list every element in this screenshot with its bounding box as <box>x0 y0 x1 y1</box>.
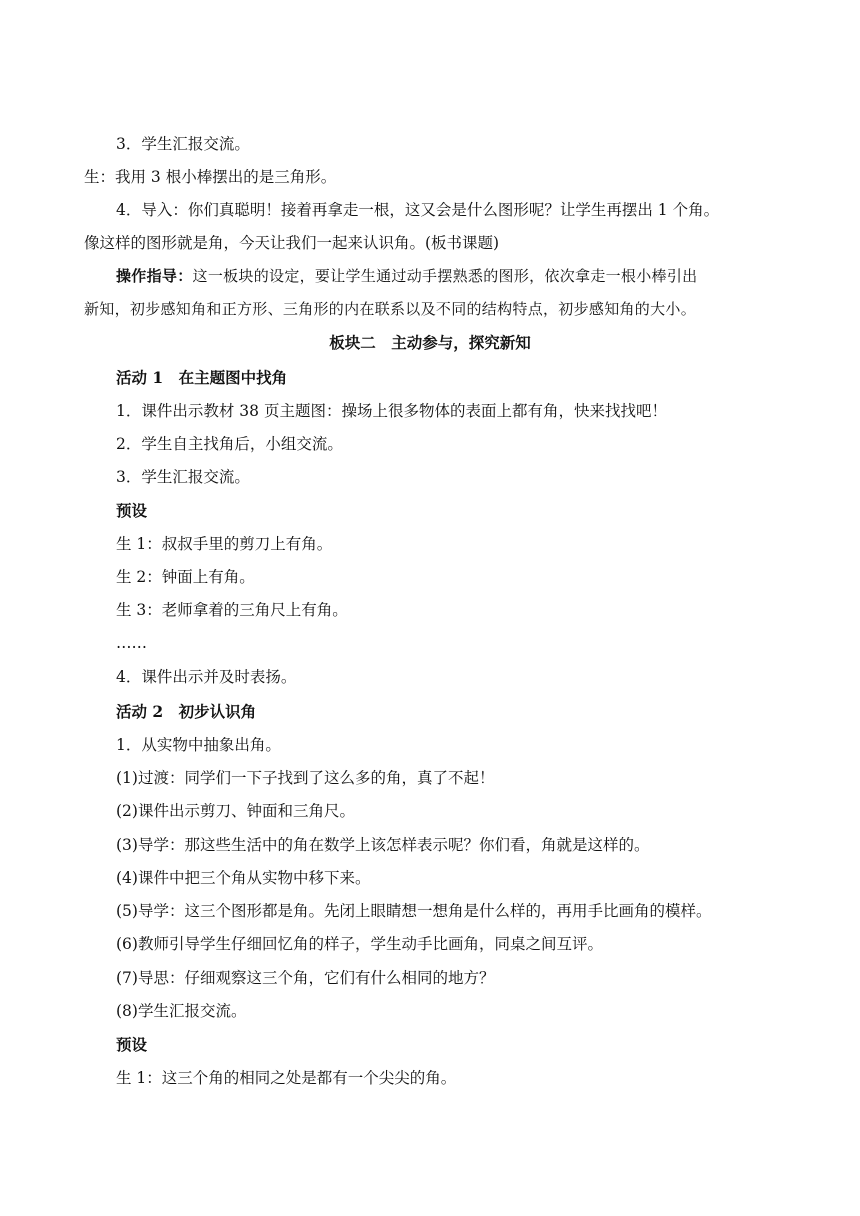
list-item: 生 2：钟面上有角。 <box>116 568 255 586</box>
list-item: 1．从实物中抽象出角。 <box>116 736 281 754</box>
guidance-label: 操作指导： <box>116 267 193 285</box>
text-line: 3．学生汇报交流。 <box>116 135 250 153</box>
list-item: (7)导思：仔细观察这三个角，它们有什么相同的地方？ <box>116 969 495 987</box>
list-item: 生 3：老师拿着的三角尺上有角。 <box>116 601 348 619</box>
activity-1-title: 活动 1 在主题图中找角 <box>116 368 288 387</box>
list-item: 2．学生自主找角后，小组交流。 <box>116 435 343 453</box>
list-item: (5)导学：这三个图形都是角。先闭上眼睛想一想角是什么样的，再用手比画角的模样。 <box>116 902 712 920</box>
list-item: 生 1：这三个角的相同之处是都有一个尖尖的角。 <box>116 1069 457 1087</box>
guidance-text: 这一板块的设定，要让学生通过动手摆熟悉的图形，依次拿走一根小棒引出 <box>192 267 698 285</box>
preset-label: 预设 <box>116 1035 148 1054</box>
list-item: 生 1：叔叔手里的剪刀上有角。 <box>116 535 333 553</box>
list-item: 3．学生汇报交流。 <box>116 468 250 486</box>
text-line: 像这样的图形就是角，今天让我们一起来认识角。(板书课题) <box>84 234 500 252</box>
list-item: (2)课件出示剪刀、钟面和三角尺。 <box>116 802 355 820</box>
guidance-paragraph-line: 新知，初步感知角和正方形、三角形的内在联系以及不同的结构特点，初步感知角的大小。 <box>84 300 697 318</box>
list-item: (4)课件中把三个角从实物中移下来。 <box>116 869 371 887</box>
list-item: (3)导学：那这些生活中的角在数学上该怎样表示呢？你们看，角就是这样的。 <box>116 836 650 854</box>
section-title: 板块二 主动参与，探究新知 <box>329 333 531 352</box>
text-line: 4．导入：你们真聪明！接着再拿走一根，这又会是什么图形呢？让学生再摆出 1 个角。 <box>116 201 720 219</box>
list-item: (1)过渡：同学们一下子找到了这么多的角，真了不起！ <box>116 769 495 787</box>
list-item: 1．课件出示教材 38 页主题图：操场上很多物体的表面上都有角，快来找找吧！ <box>116 402 667 420</box>
list-item: …… <box>116 634 147 652</box>
guidance-paragraph-line <box>116 265 776 287</box>
list-item: (8)学生汇报交流。 <box>116 1002 247 1020</box>
list-item: 4．课件出示并及时表扬。 <box>116 668 297 686</box>
activity-2-title: 活动 2 初步认识角 <box>116 702 257 721</box>
preset-label: 预设 <box>116 501 148 520</box>
list-item: (6)教师引导学生仔细回忆角的样子，学生动手比画角，同桌之间互评。 <box>116 935 603 953</box>
text-line: 生：我用 3 根小棒摆出的是三角形。 <box>84 168 337 186</box>
